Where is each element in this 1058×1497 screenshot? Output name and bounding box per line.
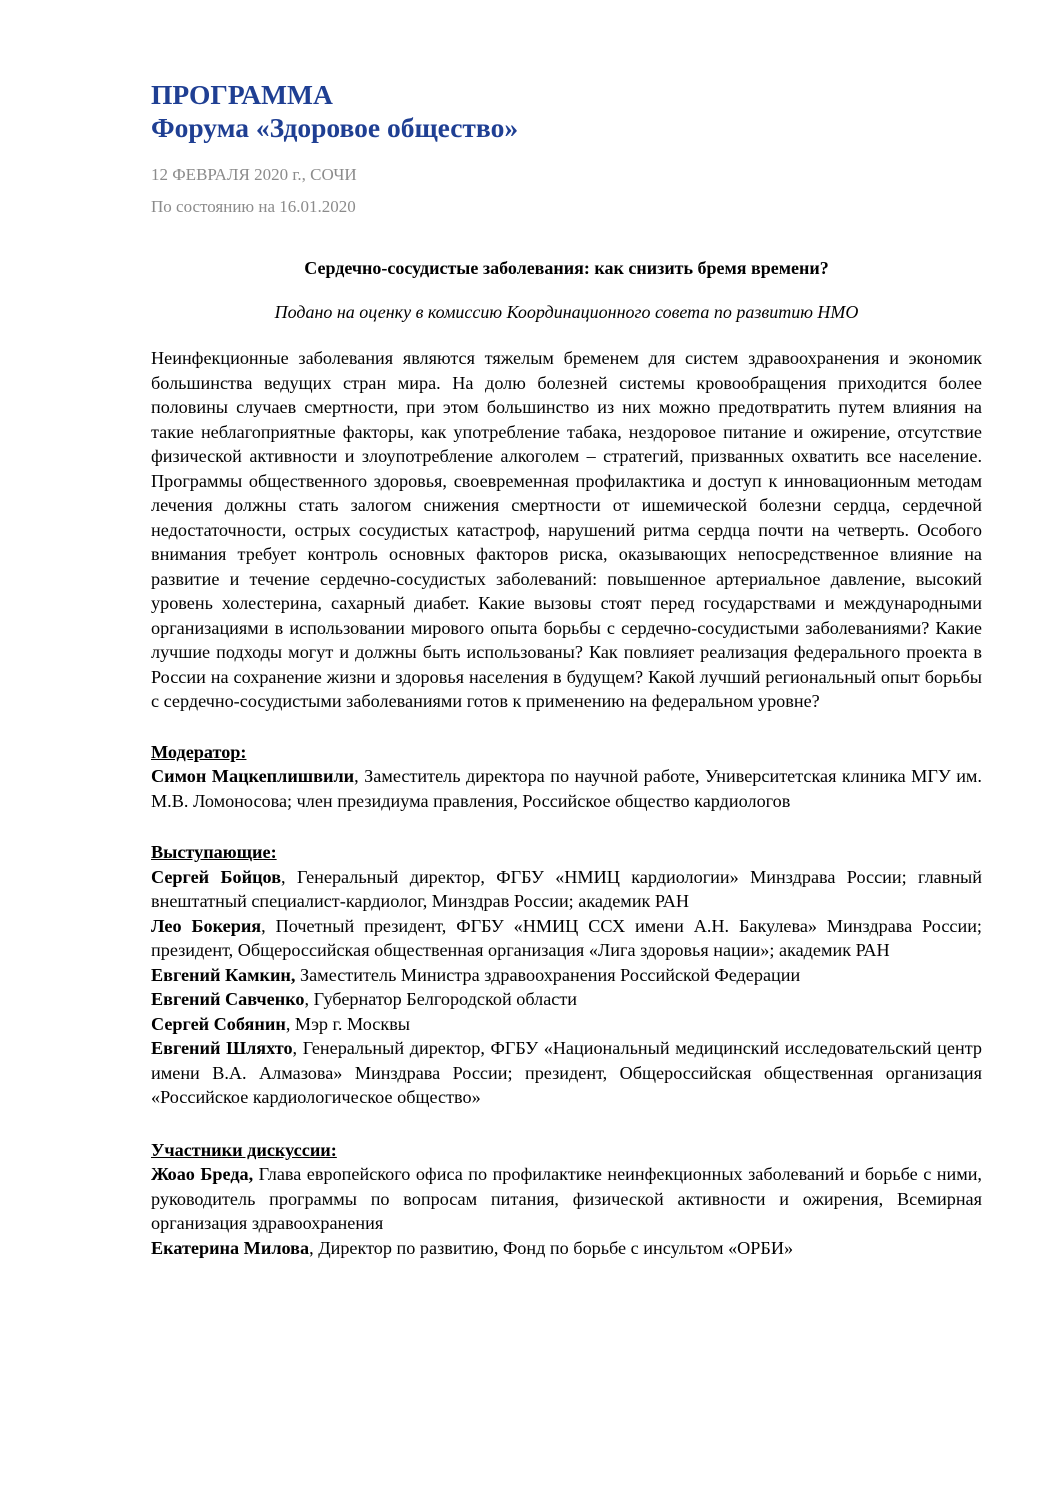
person-entry: [151, 1036, 982, 1110]
person-name: Симон Мацкеплишвили: [151, 766, 355, 786]
person-role: , Мэр г. Москвы: [285, 1013, 411, 1034]
person-role: , Губернатор Белгородской области: [304, 989, 578, 1009]
person-entry: [151, 1236, 982, 1261]
person-role: , Генеральный директор, ФГБУ «НМИЦ кардиологии» Минздрава России; главный внештатный специалист-кардиолог, Минздрав России; академик РАН: [151, 866, 983, 911]
person-role: , Почетный президент, ФГБУ «НМИЦ ССХ имени А.Н. Бакулева» Минздрава России; президент, Общероссийская общественная организация «Лига здоровья нации»; академик РАН: [151, 915, 982, 960]
person-name: Евгений Камкин,: [151, 964, 296, 985]
session-title: Сердечно-сосудистые заболевания: как снизить бремя времени?: [304, 258, 829, 278]
forum-title: Форума «Здоровое общество»: [151, 112, 519, 143]
session-description: Неинфекционные заболевания являются тяжелым бременем для систем здравоохранения и экономик большинства ведущих стран мира. На долю болезней системы кровообращения приходится более половины случаев смертности, при этом большинство из них можно предотвратить путем влияния на такие неблагоприятные факторы, как употребление табака, нездоровое питание и ожирение, отсутствие физической активности и злоупотребление алкоголем – стратегий, призванных охватить все население. Программы общественного здоровья, своевременная профилактика и доступ к инновационным методам лечения должны стать залогом снижения смертности от ишемической болезни сердца, сердечной недостаточности, острых сосудистых катастроф, нарушений ритма сердца почти на четверть. Особого внимания требует контроль основных факторов риска, оказывающих непосредственное влияние на развитие и течение сердечно-сосудистых заболеваний: повышенное артериальное давление, высокий уровень холестерина, сахарный диабет. Какие вызовы стоят перед государствами и международными организациями в использовании мирового опыта борьбы с сердечно-сосудистыми заболеваниями? Какие лучшие подходы могут и должны быть использованы? Как повлияет реализация федерального проекта в России на сохранение жизни и здоровья населения в будущем? Какой лучший региональный опыт борьбы с сердечно-сосудистыми заболеваниями готов к применению на федеральном уровне?: [151, 348, 982, 711]
session-subtitle: Подано на оценку в комиссию Координационного совета по развитию НМО: [274, 302, 859, 322]
person-entry: [151, 764, 982, 813]
status-date: По состоянию на 16.01.2020: [151, 197, 356, 216]
date-place: 12 ФЕВРАЛЯ 2020 г., СОЧИ: [151, 165, 357, 184]
person-entry: [151, 987, 982, 1012]
person-role: Заместитель Министра здравоохранения Российской Федерации: [295, 964, 801, 985]
person-name: Сергей Бойцов: [151, 866, 282, 887]
person-role: , Заместитель директора по научной работе, Университетская клиника МГУ им. М.В. Ломоносова; член президиума правления, Российское общество кардиологов: [151, 766, 982, 811]
person-name: Жоао Бреда,: [151, 1164, 254, 1184]
moderator-section: [151, 740, 982, 814]
person-role: , Директор по развитию, Фонд по борьбе с инсультом «ОРБИ»: [309, 1237, 794, 1258]
person-name: Сергей Собянин: [151, 1013, 286, 1034]
person-entry: [151, 1012, 982, 1037]
person-role: Глава европейского офиса по профилактике неинфекционных заболеваний и борьбе с ними, руководитель программы по вопросам питания, физической активности и ожирения, Всемирная организация здравоохранения: [151, 1164, 982, 1233]
person-role: , Генеральный директор, ФГБУ «Национальный медицинский исследовательский центр имени В.А. Алмазова» Минздрава России; президент, Общероссийская общественная организация «Российское кардиологическое общество»: [151, 1038, 982, 1107]
person-name: Евгений Савченко: [151, 989, 305, 1009]
person-entry: [151, 865, 982, 914]
person-name: Евгений Шляхто: [151, 1038, 293, 1058]
discussants-heading: Участники дискуссии:: [151, 1139, 337, 1160]
person-entry: [151, 1162, 982, 1236]
speakers-heading: Выступающие:: [151, 842, 277, 862]
person-entry: [151, 914, 982, 963]
person-name: Лео Бокерия: [151, 915, 262, 936]
discussants-section: [151, 1138, 982, 1261]
document-page: [151, 78, 982, 1260]
person-name: Екатерина Милова: [151, 1237, 310, 1258]
moderator-heading: Модератор:: [151, 741, 247, 762]
program-title: ПРОГРАММА: [151, 79, 333, 110]
speakers-section: [151, 840, 982, 1110]
person-entry: [151, 963, 982, 988]
